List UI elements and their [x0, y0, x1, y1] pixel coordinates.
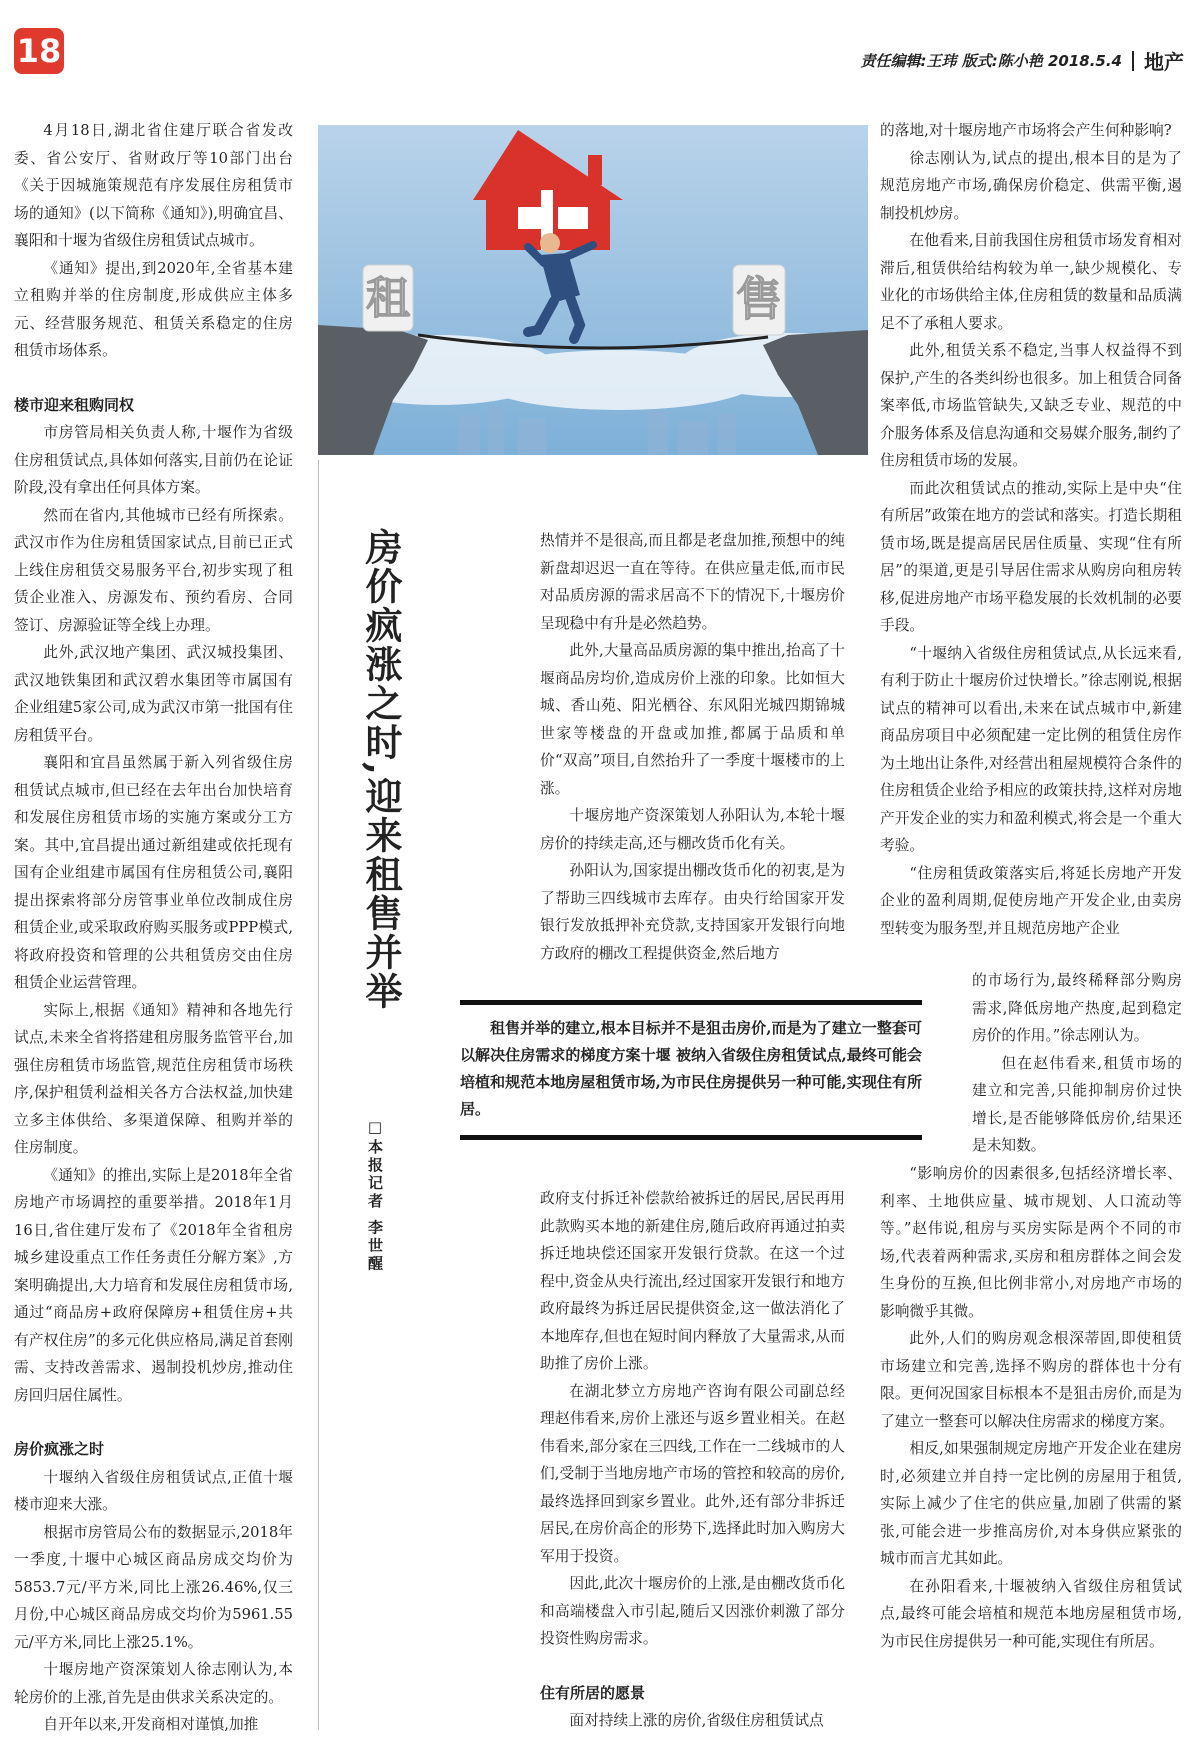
svg-text:租: 租 [366, 273, 410, 324]
byline: □本报记者 李世醒 [366, 1118, 384, 1274]
paragraph: “影响房价的因素很多,包括经济增长率、利率、土地供应量、城市规划、人口流动等等。”赵伟说,租房与买房实际是两个不同的市场,代表着两种需求,买房和租房群体之间会发生身份的互换,但比例非常小,对房地产市场的影响微乎其微。 [880, 1165, 1182, 1320]
paragraph: 但在赵伟看来,租赁市场的建立和完善,只能抑制房价过快增长,是否能够降低房价,结果还是未知数。 [972, 1054, 1182, 1154]
column-2-top [540, 527, 845, 967]
left-character-block [363, 265, 413, 331]
paragraph: 根据市房管局公布的数据显示,2018年一季度,十堰中心城区商品房成交均价为5853.7元/平方米,同比上涨26.46%,仅三月份,中心城区商品房成交均价为5961.55元/平方米,同比上涨25.1%。 [14, 1523, 293, 1651]
right-character-block [733, 265, 785, 335]
paragraph: 4月18日,湖北省住建厅联合省发改委、省公安厅、省财政厅等10部门出台《关于因城施策规范有序发展住房租赁市场的通知》(以下简称《通知》),明确宜昌、襄阳和十堰为省级住房租赁试点城市。 [14, 122, 293, 249]
paragraph: 政府支付拆迁补偿款给被拆迁的居民,居民再用此款购买本地的新建住房,随后政府再通过拍卖拆迁地块偿还国家开发银行贷款。在这一个过程中,资金从央行流出,经过国家开发银行和地方政府最终为拆迁居民提供资金,这一做法消化了本地库存,但也在短时间内释放了大量需求,从而助推了房价上涨。 [540, 1190, 845, 1372]
paragraph: 相反,如果强制规定房地产开发企业在建房时,必须建立并自持一定比例的房屋用于租赁,实际上减少了住宅的供应量,加剧了供需的紧张,可能会进一步推高房价,对本身供应紧张的城市而言尤其如此。 [880, 1440, 1182, 1567]
editor-line: 责任编辑:王玮 版式:陈小艳 2018.5.4 [860, 52, 1122, 70]
page-number: 18 [14, 28, 64, 74]
paragraph: 徐志刚认为,试点的提出,根本目的是为了规范房地产市场,确保房价稳定、供需平衡,遏制投机炒房。 [880, 149, 1182, 222]
section-heading-3: 住有所居的愿景 [540, 1683, 646, 1702]
paragraph: 此外,人们的购房观念根深蒂固,即使租赁市场建立和完善,选择不购房的群体也十分有限。更何况国家目标根本不是狙击房价,而是为了建立一整套可以解决住房需求的梯度方案。 [880, 1330, 1182, 1430]
pull-quote [460, 1000, 922, 1140]
paragraph: 孙阳认为,国家提出棚改货币化的初衷,是为了帮助三四线城市去库存。由央行给国家开发银行发放抵押补充贷款,支持国家开发银行向地方政府的棚改工程提供资金,然后地方 [540, 862, 845, 962]
paragraph: 因此,此次十堰房价的上涨,是由棚改货币化和高端楼盘入市引起,随后又因涨价刺激了部分投资性购房需求。 [540, 1575, 845, 1647]
paragraph: 面对持续上涨的房价,省级住房租赁试点 [569, 1712, 824, 1729]
column-1 [14, 117, 293, 1739]
paragraph: 此外,租赁关系不稳定,当事人权益得不到保护,产生的各类纠纷也很多。加上租赁合同备案率低,市场监管缺失,又缺乏专业、规范的中介服务体系及信息沟通和交易媒介服务,制约了住房租赁市场的发展。 [880, 342, 1182, 469]
paragraph: 实际上,根据《通知》精神和各地先行试点,未来全省将搭建租房服务监管平台,加强住房租赁市场监管,规范住房租赁市场秩序,保护租赁利益相关各方合法权益,加快建立多主体供给、多渠道保障、租购并举的住房制度。 [14, 1001, 293, 1156]
section-heading-1: 楼市迎来租购同权 [14, 395, 135, 414]
paragraph: 《通知》的推出,实际上是2018年全省房地产市场调控的重要举措。2018年1月16日,省住建厅发布了《2018年全省租房城乡建设重点工作任务责任分解方案》,方案明确提出,大力培育和发展住房租赁市场,通过“商品房+政府保障房+租赁住房+共有产权住房”的多元化供应格局,满足首套刚需、支持改善需求、遏制投机炒房,推动住房回归居住属性。 [14, 1166, 293, 1404]
paragraph: 热情并不是很高,而且都是老盘加推,预想中的纯新盘却迟迟一直在等待。在供应量走低,而市民对品质房源的需求居高不下的情况下,十堰房价呈现稳中有升是必然趋势。 [540, 532, 845, 632]
paragraph: 在湖北梦立方房地产咨询有限公司副总经理赵伟看来,房价上涨还与返乡置业相关。在赵伟看来,部分家在三四线,工作在一二线城市的人们,受制于当地房地产市场的管控和较高的房价,最终选择回到家乡置业。此外,还有部分非拆迁居民,在房价高企的形势下,选择此时加入购房大军用于投资。 [540, 1382, 845, 1565]
paragraph: 的市场行为,最终稀释部分购房需求,降低房地产热度,起到稳定房价的作用。”徐志刚认为。 [972, 972, 1182, 1044]
paragraph: 市房管局相关负责人称,十堰作为省级住房租赁试点,具体如何落实,目前仍在论证阶段,没有拿出任何具体方案。 [14, 424, 293, 496]
column-3-middle [972, 967, 1182, 1160]
section-heading-2: 房价疯涨之时 [14, 1440, 105, 1458]
paragraph: 然而在省内,其他城市已经有所探索。武汉市作为住房租赁国家试点,目前已正式上线住房租赁交易服务平台,初步实现了租赁企业准入、房源发布、预约看房、合同签订、房源验证等全线上办理。 [14, 506, 293, 634]
column-3-top [880, 117, 1182, 942]
paragraph: 十堰房地产资深策划人徐志刚认为,本轮房价的上涨,首先是由供求关系决定的。 [14, 1661, 293, 1706]
paragraph: “住房租赁政策落实后,将延长房地产开发企业的盈利周期,促使房地产开发企业,由卖房型转变为服务型,并且规范房地产企业 [880, 864, 1182, 937]
column-2-bottom [540, 1185, 845, 1735]
paragraph: 《通知》提出,到2020年,全省基本建立租购并举的住房制度,形成供应主体多元、经营服务规范、租赁关系稳定的住房租赁市场体系。 [14, 259, 293, 359]
paragraph: 襄阳和宜昌虽然属于新入列省级住房租赁试点城市,但已经在去年出台加快培育和发展住房租赁市场的实施方案或分工方案。其中,宜昌提出通过新组建或依托现有国有企业组建市属国有住房租赁公司,襄阳提出探索将部分房管事业单位改制成住房租赁企业,或采取政府购买服务或PPP模式,将政府投资和管理的公共租赁房交由住房租赁企业运营管理。 [14, 754, 293, 991]
headline: 房价疯涨之时,迎来租售并举 [359, 528, 403, 1011]
section-name: 地产 [1144, 50, 1184, 74]
paragraph: 十堰纳入省级住房租赁试点,正值十堰楼市迎来大涨。 [14, 1468, 293, 1513]
column-3-bottom [880, 1160, 1182, 1655]
page-header [861, 46, 1184, 75]
paragraph: 自开年以来,开发商相对谨慎,加推 [43, 1716, 259, 1733]
header-divider [1132, 51, 1134, 71]
pull-quote-text: 租售并举的建立,根本目标并不是狙击房价,而是为了建立一整套可以解决住房需求的梯度方案十堰 被纳入省级住房租赁试点,最终可能会培植和规范本地房屋租赁市场,为市民住房提供另一种可能,实现住有所居。 [460, 1019, 922, 1118]
paragraph: 的落地,对十堰房地产市场将会产生何种影响? [880, 122, 1172, 139]
paragraph: 十堰房地产资深策划人孙阳认为,本轮十堰房价的持续走高,还与棚改货币化有关。 [540, 807, 845, 852]
column-divider [318, 460, 319, 1730]
paragraph: 在他看来,目前我国住房租赁市场发育相对滞后,租赁供给结构较为单一,缺少规模化、专业化的市场供给主体,住房租赁的数量和品质满足不了承租人要求。 [880, 232, 1182, 332]
paragraph: “十堰纳入省级住房租赁试点,从长远来看,有利于防止十堰房价过快增长。”徐志刚说,根据试点的精神可以看出,未来在试点城市中,新建商品房项目中必须配建一定比例的租赁住房作为土地出让条件,对经营出租屋规模符合条件的住房租赁企业给予相应的政策扶持,这样对房地产开发企业的实力和盈利模式,将会是一个重大考验。 [880, 644, 1182, 854]
paragraph: 而此次租赁试点的推动,实际上是中央“住有所居”政策在地方的尝试和落实。打造长期租赁市场,既是提高居民居住质量、实现“住有所居”的渠道,更是引导居住需求从购房向租房转移,促进房地产市场平稳发展的长效机制的必要手段。 [880, 479, 1182, 634]
paragraph: 此外,武汉地产集团、武汉城投集团、武汉地铁集团和武汉碧水集团等市属国有企业组建5家公司,成为武汉市第一批国有住房租赁平台。 [14, 644, 293, 744]
paragraph: 在孙阳看来,十堰被纳入省级住房租赁试点,最终可能会培植和规范本地房屋租赁市场,为市民住房提供另一种可能,实现住有所居。 [880, 1577, 1182, 1650]
article-illustration [318, 125, 868, 455]
paragraph: 此外,大量高品质房源的集中推出,抬高了十堰商品房均价,造成房价上涨的印象。比如恒大城、香山苑、阳光栖谷、东风阳光城四期锦城世家等楼盘的开盘或加推,都属于品质和单价“双高”项目,自然抬升了一季度十堰楼市的上涨。 [540, 642, 845, 797]
svg-text:售: 售 [736, 272, 782, 326]
